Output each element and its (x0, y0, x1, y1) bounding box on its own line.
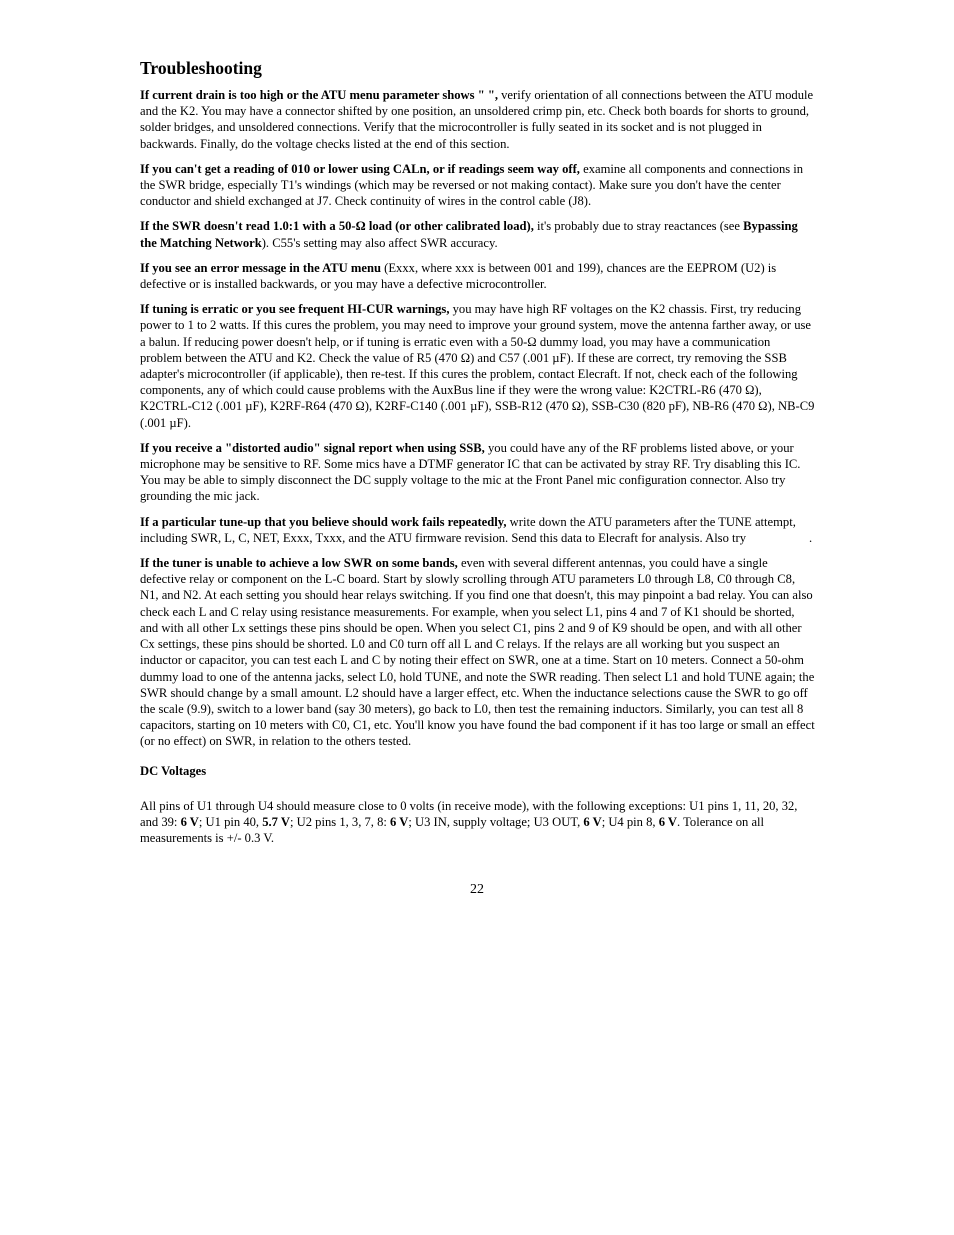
voltage-value: 5.7 V (262, 814, 290, 829)
paragraph-erratic-tuning (140, 301, 815, 431)
paragraph-lead: If you see an error message in the ATU menu (140, 260, 382, 275)
voltage-value: 6 V (390, 814, 409, 829)
cross-reference: Bypassing the Matching Network (140, 219, 798, 250)
paragraph-text: verify orientation of all connections between the ATU module and the K2. You may have a connector shifted by one position, an unsoldered crimp pin, etc. Check both boards for shorts to ground, solder bridges, and unsoldered connections. Verify that the microcontroller is fully seated in its socket and is not plugged in backwards. Finally, do the voltage checks listed at the end of this section. (140, 88, 814, 151)
paragraph-text: write down the ATU parameters after the TUNE attempt, including SWR, L, C, NET, Exxx, Txxx, and the ATU firmware revision. Send this data to Elecraft for analysis. Also try . (140, 514, 813, 545)
paragraph-text: (Exxx, where xxx is between 001 and 199), chances are the EEPROM (U2) is defective or is installed backwards, or you may have a defective microcontroller. (140, 260, 777, 292)
section-title: Troubleshooting (140, 58, 262, 78)
paragraph-text: it's probably due to stray reactances (see (533, 219, 744, 234)
dc-text: ; U2 pins 1, 3, 7, 8: (289, 814, 391, 829)
paragraph-lead: If current drain is too high or the ATU menu parameter shows " ", (140, 88, 498, 102)
paragraph-text: examine all components and connections in the SWR bridge, especially T1's windings (which may be reversed or not making contact). Make sure you don't have the center conductor and shield exchanged at J7. Check continuity of wires in the control cable (J8). (140, 161, 804, 209)
paragraph-dc-voltages (140, 798, 815, 847)
paragraph-lead: If tuning is erratic or you see frequent HI-CUR warnings, (140, 302, 450, 317)
paragraph-lead: If a particular tune-up that you believe should work fails repeatedly, (140, 514, 507, 529)
page-content (140, 57, 815, 855)
dc-text: . Tolerance on all measurements is +/- 0.3 V. (140, 814, 765, 845)
voltage-value: 6 V (658, 814, 678, 829)
page-number: 22 (470, 882, 484, 897)
paragraph-lead: If you receive a "distorted audio" signal report when using SSB, (140, 440, 485, 455)
paragraph-text-continued: ). C55's setting may also affect SWR accuracy. (261, 235, 498, 250)
paragraph-low-swr (140, 555, 815, 749)
paragraph-lead: If you can't get a reading of 010 or lower using CALn, or if readings seem way off, (140, 161, 580, 176)
dc-text: ; U3 IN, supply voltage; U3 OUT, (408, 814, 584, 829)
paragraph-lead: If the SWR doesn't read 1.0:1 with a 50-Ω load (or other calibrated load), (140, 219, 534, 234)
dc-text: All pins of U1 through U4 should measure close to 0 volts (in receive mode), with the following exceptions: U1 pins 1, 11, 20, 32, and 39: (140, 798, 798, 829)
paragraph-lead: If the tuner is unable to achieve a low SWR on some bands, (140, 556, 458, 571)
paragraph-swr-calibration (140, 218, 815, 250)
paragraph-error-message (140, 260, 815, 292)
paragraph-text: you could have any of the RF problems listed above, or your microphone may be sensitive to RF. Some mics have a DTMF generator IC that can be activated by stray RF. Try disabling this IC. You may be able to simply disconnect the DC supply voltage to the mic at the Front Panel mic configuration connector. Also try grounding the mic jack. (140, 440, 801, 504)
dc-text: ; U1 pin 40, (198, 814, 263, 829)
voltage-value: 6 V (180, 814, 199, 829)
voltage-value: 6 V (583, 814, 602, 829)
paragraph-text: you may have high RF voltages on the K2 chassis. First, try reducing power to 1 to 2 watts. If this cures the problem, you may need to improve your ground system, move the antenna farther away, or use a balun. If reducing power doesn't help, or if tuning is erratic even with a 50-Ω dummy load, you may have a communication problem between the ATU and K2. Check the value of R5 (470 Ω) and C57 (.001 µF). If these are correct, try removing the SSB adapter's microcontroller (if applicable), then re-test. If this cures the problem, contact Elecraft. If not, check each of the following components, any of which could cause problems with the AuxBus line if they were the wrong value: K2CTRL-R6 (470 Ω), K2CTRL-C12 (.001 µF), K2RF-R64 (470 Ω), K2RF-C140 (.001 µF), SSB-R12 (470 Ω), SSB-C30 (820 pF), NB-R6 (470 Ω), NB-C9 (.001 µF). (140, 302, 815, 430)
dc-text: ; U4 pin 8, (601, 814, 659, 829)
paragraph-tune-up-fails (140, 514, 815, 546)
paragraph-distorted-audio (140, 440, 815, 505)
paragraph-caln-reading (140, 161, 815, 210)
paragraph-current-drain (140, 87, 815, 152)
paragraph-text: even with several different antennas, you could have a single defective relay or component on the L-C board. Start by slowly scrolling through ATU parameters L0 through L8, C0 through C8, N1, and N2. At each setting you should hear relays switching. If you find one that doesn't, this may pinpoint a bad relay. You can also check each L and C relay using resistance measurements. For example, when you select L1, pins 4 and 7 of K1 should be shorted, and with all other Lx settings these pins should be open. When you select C1, pins 2 and 9 of K9 should be open, and with all other Cx settings, these pins should be shorted. L0 and C0 turn off all L and C relays. If the relays are all working but you suspect an inductor or capacitor, you can test each L and C by noting their effect on SWR, one at a time. Start on 10 meters. Connect a 50-ohm dummy load to one of the antenna jacks, select L0, hold TUNE, and note the SWR reading. Then select L1 and hold TUNE again; the SWR should change by a small amount. L2 should have a larger effect, etc. When the inductance selections cause the SWR to go off the scale (9.9), switch to a lower band (say 30 meters), go back to L0, then test the remaining inductors. Similarly, you can test all 8 capacitors, starting on 10 meters with C0, C1, etc. You'll know you have found the bad component if it has too large or small an effect (or no effect) on SWR, in relation to the others tested. (140, 556, 815, 749)
dc-voltages-heading: DC Voltages (140, 763, 207, 778)
